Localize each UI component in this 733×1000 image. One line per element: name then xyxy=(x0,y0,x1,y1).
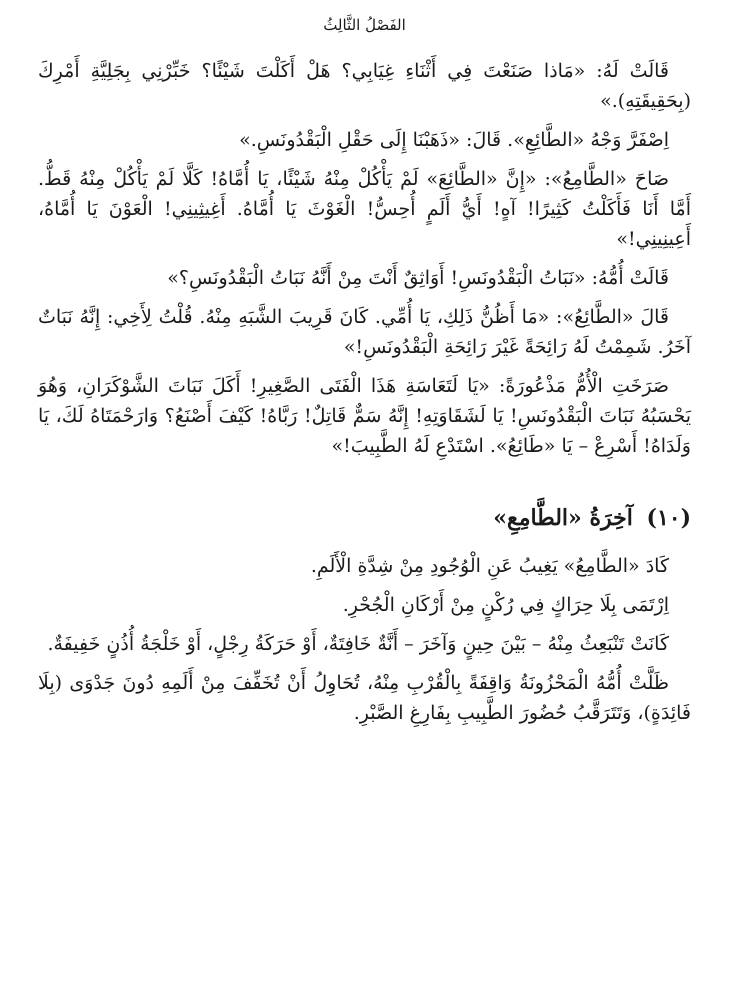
paragraph: قَالَتْ أُمُّهُ: «نَبَاتُ الْبَقْدُونَسِ! أَوَاثِقٌ أَنْتَ مِنْ أَنَّهُ نَبَاتُ الْبَقْدُونَسِ؟» xyxy=(167,267,669,289)
paragraph: اِرْتَمَى بِلَا حِرَاكٍ فِي رُكْنٍ مِنْ أَرْكَانِ الْجُحْرِ. xyxy=(342,594,669,616)
section-heading xyxy=(38,503,691,533)
section-title: آخِرَةُ «الطَّامِعِ» xyxy=(493,505,633,531)
paragraph: صَرَخَتِ الْأُمُّ مَذْعُورَةً: «يَا لَتَعَاسَةِ هَذَا الْفَتَى الصَّغِيرِ! أَكَلَ نَبَاتَ الشَّوْكَرَانِ، وَهُوَ يَحْسَبُهُ نَبَاتَ الْبَقْدُونَسِ! يَا لَشَقَاوَتِهِ! إِنَّهُ سَمٌّ قَاتِلٌ! رَبَّاهُ! كَيْفَ أَصْنَعُ؟ وَارَحْمَتَاهُ لَكَ، يَا وَلَدَاهُ! أَسْرِعْ – يَا «طَائِعُ». اسْتَدْعِ لَهُ الطَّبِيبَ!» xyxy=(38,375,691,457)
paragraph: قَالَ «الطَّائِعُ»: «مَا أَظُنُّ ذَلِكِ، يَا أُمِّي. كَانَ قَرِيبَ الشَّبَهِ مِنْهُ. قُلْتُ لِأَخِي: إِنَّهُ نَبَاتٌ آخَرُ. شَمِمْتُ لَهُ رَائِحَةً غَيْرَ رَائِحَةِ الْبَقْدُونَسِ!» xyxy=(38,306,691,358)
paragraph: كَادَ «الطَّامِعُ» يَغِيبُ عَنِ الْوُجُودِ مِنْ شِدَّةِ الْأَلَمِ. xyxy=(310,555,669,577)
section-number: (١٠) xyxy=(646,505,691,531)
paragraph: ظَلَّتْ أُمُّهُ الْمَحْزُونَةُ وَاقِفَةً بِالْقُرْبِ مِنْهُ، تُحَاوِلُ أَنْ تُخَفِّفَ مِنْ أَلَمِهِ دُونَ جَدْوَى (بِلَا فَائِدَةٍ)، وَتَتَرَقَّبُ حُضُورَ الطَّبِيبِ بِفَارِغِ الصَّبْرِ. xyxy=(38,672,691,724)
paragraph: صَاحَ «الطَّامِعُ»: «إِنَّ «الطَّائِعَ» لَمْ يَأْكُلْ مِنْهُ شَيْئًا، يَا أُمَّاهُ! كَلَّا لَمْ يَأْكُلْ مِنْهُ قَطُّ. أَمَّا أَنَا فَأَكَلْتُ كَثِيرًا! آهٍ! أَيُّ أَلَمٍ أُحِسُّ! الْغَوْثَ يَا أُمَّاهُ. أَغِيثِينِي! الْعَوْنَ يَا أُمَّاهُ، أَعِينِينِي!» xyxy=(38,168,691,250)
paragraph: كَانَتْ تَنْبَعِثُ مِنْهُ – بَيْنَ حِينٍ وَآخَرَ – أَنَّةٌ خَافِتَةٌ، أَوْ حَرَكَةُ رِجْلٍ، أَوْ خَلْجَةُ أُذُنٍ خَفِيفَةٌ. xyxy=(47,633,669,655)
paragraph: قَالَتْ لَهُ: «مَاذا صَنَعْتَ فِي أَثْنَاءِ غِيَابِي؟ هَلْ أَكَلْتَ شَيْئًا؟ خَبِّرْنِي بِجَلِيَّةِ أَمْرِكَ (بِحَقِيقَتِهِ).» xyxy=(38,60,691,112)
paragraph: اِصْفَرَّ وَجْهُ «الطَّائِعِ». قَالَ: «ذَهَبْنَا إِلَى حَقْلِ الْبَقْدُونَسِ.» xyxy=(239,129,669,151)
chapter-header: الفَصْلُ الثَّالِثُ xyxy=(323,16,406,34)
